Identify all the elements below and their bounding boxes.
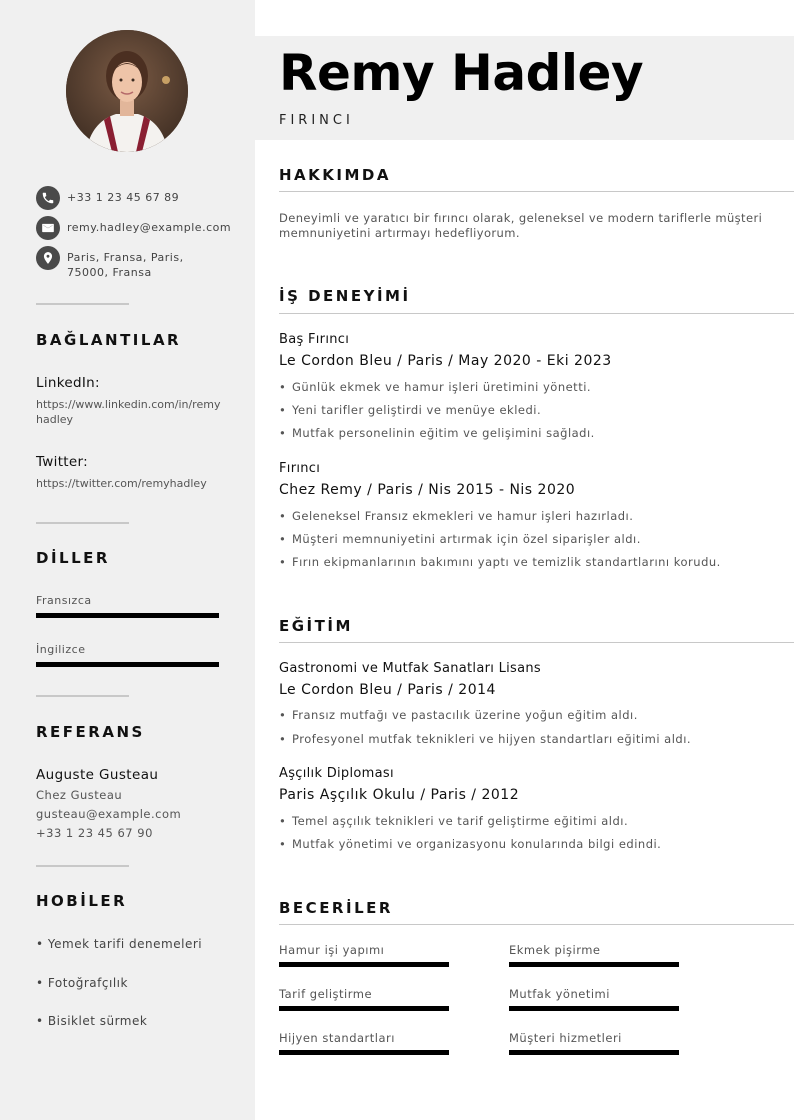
job-subtitle: Le Cordon Bleu / Paris / May 2020 - Eki 2023 — [279, 353, 612, 369]
about-heading: HAKKIMDA — [279, 166, 391, 184]
job-bullet: • Yeni tarifler geliştirdi ve menüye ekledi. — [279, 403, 541, 417]
education-bullet: • Profesyonel mutfak teknikleri ve hijyen standartları eğitimi aldı. — [279, 732, 691, 746]
reference-company: Chez Gusteau — [36, 788, 123, 802]
sidebar-divider — [36, 865, 129, 867]
person-name: Remy Hadley — [279, 44, 644, 102]
email-icon — [36, 216, 60, 240]
contact-phone — [36, 186, 217, 210]
links-heading: BAĞLANTILAR — [36, 331, 182, 349]
education-heading: EĞİTİM — [279, 617, 353, 635]
section-rule — [279, 924, 794, 925]
degree-subtitle: Paris Aşçılık Okulu / Paris / 2012 — [279, 787, 520, 803]
main-content — [255, 0, 794, 1120]
language-level-bar — [36, 613, 219, 618]
hobby-item: • Yemek tarifi denemeleri — [36, 937, 203, 951]
job-bullet: • Mutfak personelinin eğitim ve gelişimini sağladı. — [279, 426, 595, 440]
language-name: Fransızca — [36, 594, 92, 607]
location-pin-icon — [36, 246, 60, 270]
job-bullet: • Günlük ekmek ve hamur işleri üretimini yönetti. — [279, 380, 591, 394]
twitter-url[interactable]: https://twitter.com/remyhadley — [36, 477, 207, 490]
profile-photo — [66, 30, 188, 152]
job-bullet: • Müşteri memnuniyetini artırmak için özel siparişler aldı. — [279, 532, 641, 546]
twitter-label: Twitter: — [36, 454, 88, 470]
reference-heading: REFERANS — [36, 723, 145, 741]
education-bullet: • Temel aşçılık teknikleri ve tarif geliştirme eğitimi aldı. — [279, 814, 628, 828]
job-bullet: • Fırın ekipmanlarının bakımını yaptı ve temizlik standartlarını korudu. — [279, 555, 721, 569]
degree-subtitle: Le Cordon Bleu / Paris / 2014 — [279, 682, 496, 698]
skill-name: Ekmek pişirme — [509, 943, 601, 957]
skill-name: Hamur işi yapımı — [279, 943, 385, 957]
hobby-item: • Bisiklet sürmek — [36, 1014, 148, 1028]
skill-level-bar — [279, 962, 449, 967]
skill-level-bar — [279, 1050, 449, 1055]
phone-text[interactable]: +33 1 23 45 67 89 — [67, 191, 180, 204]
section-rule — [279, 642, 794, 643]
job-title: Baş Fırıncı — [279, 332, 350, 347]
sidebar — [0, 0, 255, 1120]
skill-level-bar — [509, 1006, 679, 1011]
linkedin-url[interactable]: https://www.linkedin.com/in/remyhadley — [36, 398, 221, 426]
skills-heading: BECERİLER — [279, 899, 393, 917]
email-text[interactable]: remy.hadley@example.com — [67, 221, 232, 234]
sidebar-divider — [36, 303, 129, 305]
reference-name: Auguste Gusteau — [36, 767, 159, 783]
reference-phone[interactable]: +33 1 23 45 67 90 — [36, 826, 153, 840]
skill-name: Müşteri hizmetleri — [509, 1031, 622, 1045]
job-title: Fırıncı — [279, 461, 321, 476]
languages-heading: DİLLER — [36, 549, 110, 567]
job-subtitle: Chez Remy / Paris / Nis 2015 - Nis 2020 — [279, 482, 576, 498]
address-text: Paris, Fransa, Paris, 75000, Fransa — [67, 251, 184, 279]
skill-level-bar — [509, 1050, 679, 1055]
skill-name: Tarif geliştirme — [279, 987, 373, 1001]
language-level-bar — [36, 662, 219, 667]
skill-level-bar — [279, 1006, 449, 1011]
contact-address — [36, 246, 207, 280]
section-rule — [279, 191, 794, 192]
about-text: Deneyimli ve yaratıcı bir fırıncı olarak, geleneksel ve modern tariflerle müşteri memnuniyetini artırmayı hedefliyorum. — [279, 211, 763, 240]
sidebar-divider — [36, 695, 129, 697]
sidebar-divider — [36, 522, 129, 524]
job-bullet: • Geleneksel Fransız ekmekleri ve hamur işleri hazırladı. — [279, 509, 633, 523]
person-title: FIRINCI — [279, 113, 354, 128]
skill-level-bar — [509, 962, 679, 967]
section-rule — [279, 313, 794, 314]
education-bullet: • Mutfak yönetimi ve organizasyonu konularında bilgi edindi. — [279, 837, 661, 851]
linkedin-label: LinkedIn: — [36, 375, 100, 391]
degree-title: Aşçılık Diploması — [279, 766, 394, 781]
education-bullet: • Fransız mutfağı ve pastacılık üzerine yoğun eğitim aldı. — [279, 708, 638, 722]
degree-title: Gastronomi ve Mutfak Sanatları Lisans — [279, 661, 541, 676]
skill-name: Mutfak yönetimi — [509, 987, 610, 1001]
contact-email — [36, 216, 232, 240]
hobby-item: • Fotoğrafçılık — [36, 976, 128, 990]
hobbies-heading: HOBİLER — [36, 892, 128, 910]
experience-heading: İŞ DENEYİMİ — [279, 287, 411, 305]
phone-icon — [36, 186, 60, 210]
skill-name: Hijyen standartları — [279, 1031, 395, 1045]
reference-email[interactable]: gusteau@example.com — [36, 807, 182, 821]
language-name: İngilizce — [36, 643, 86, 656]
